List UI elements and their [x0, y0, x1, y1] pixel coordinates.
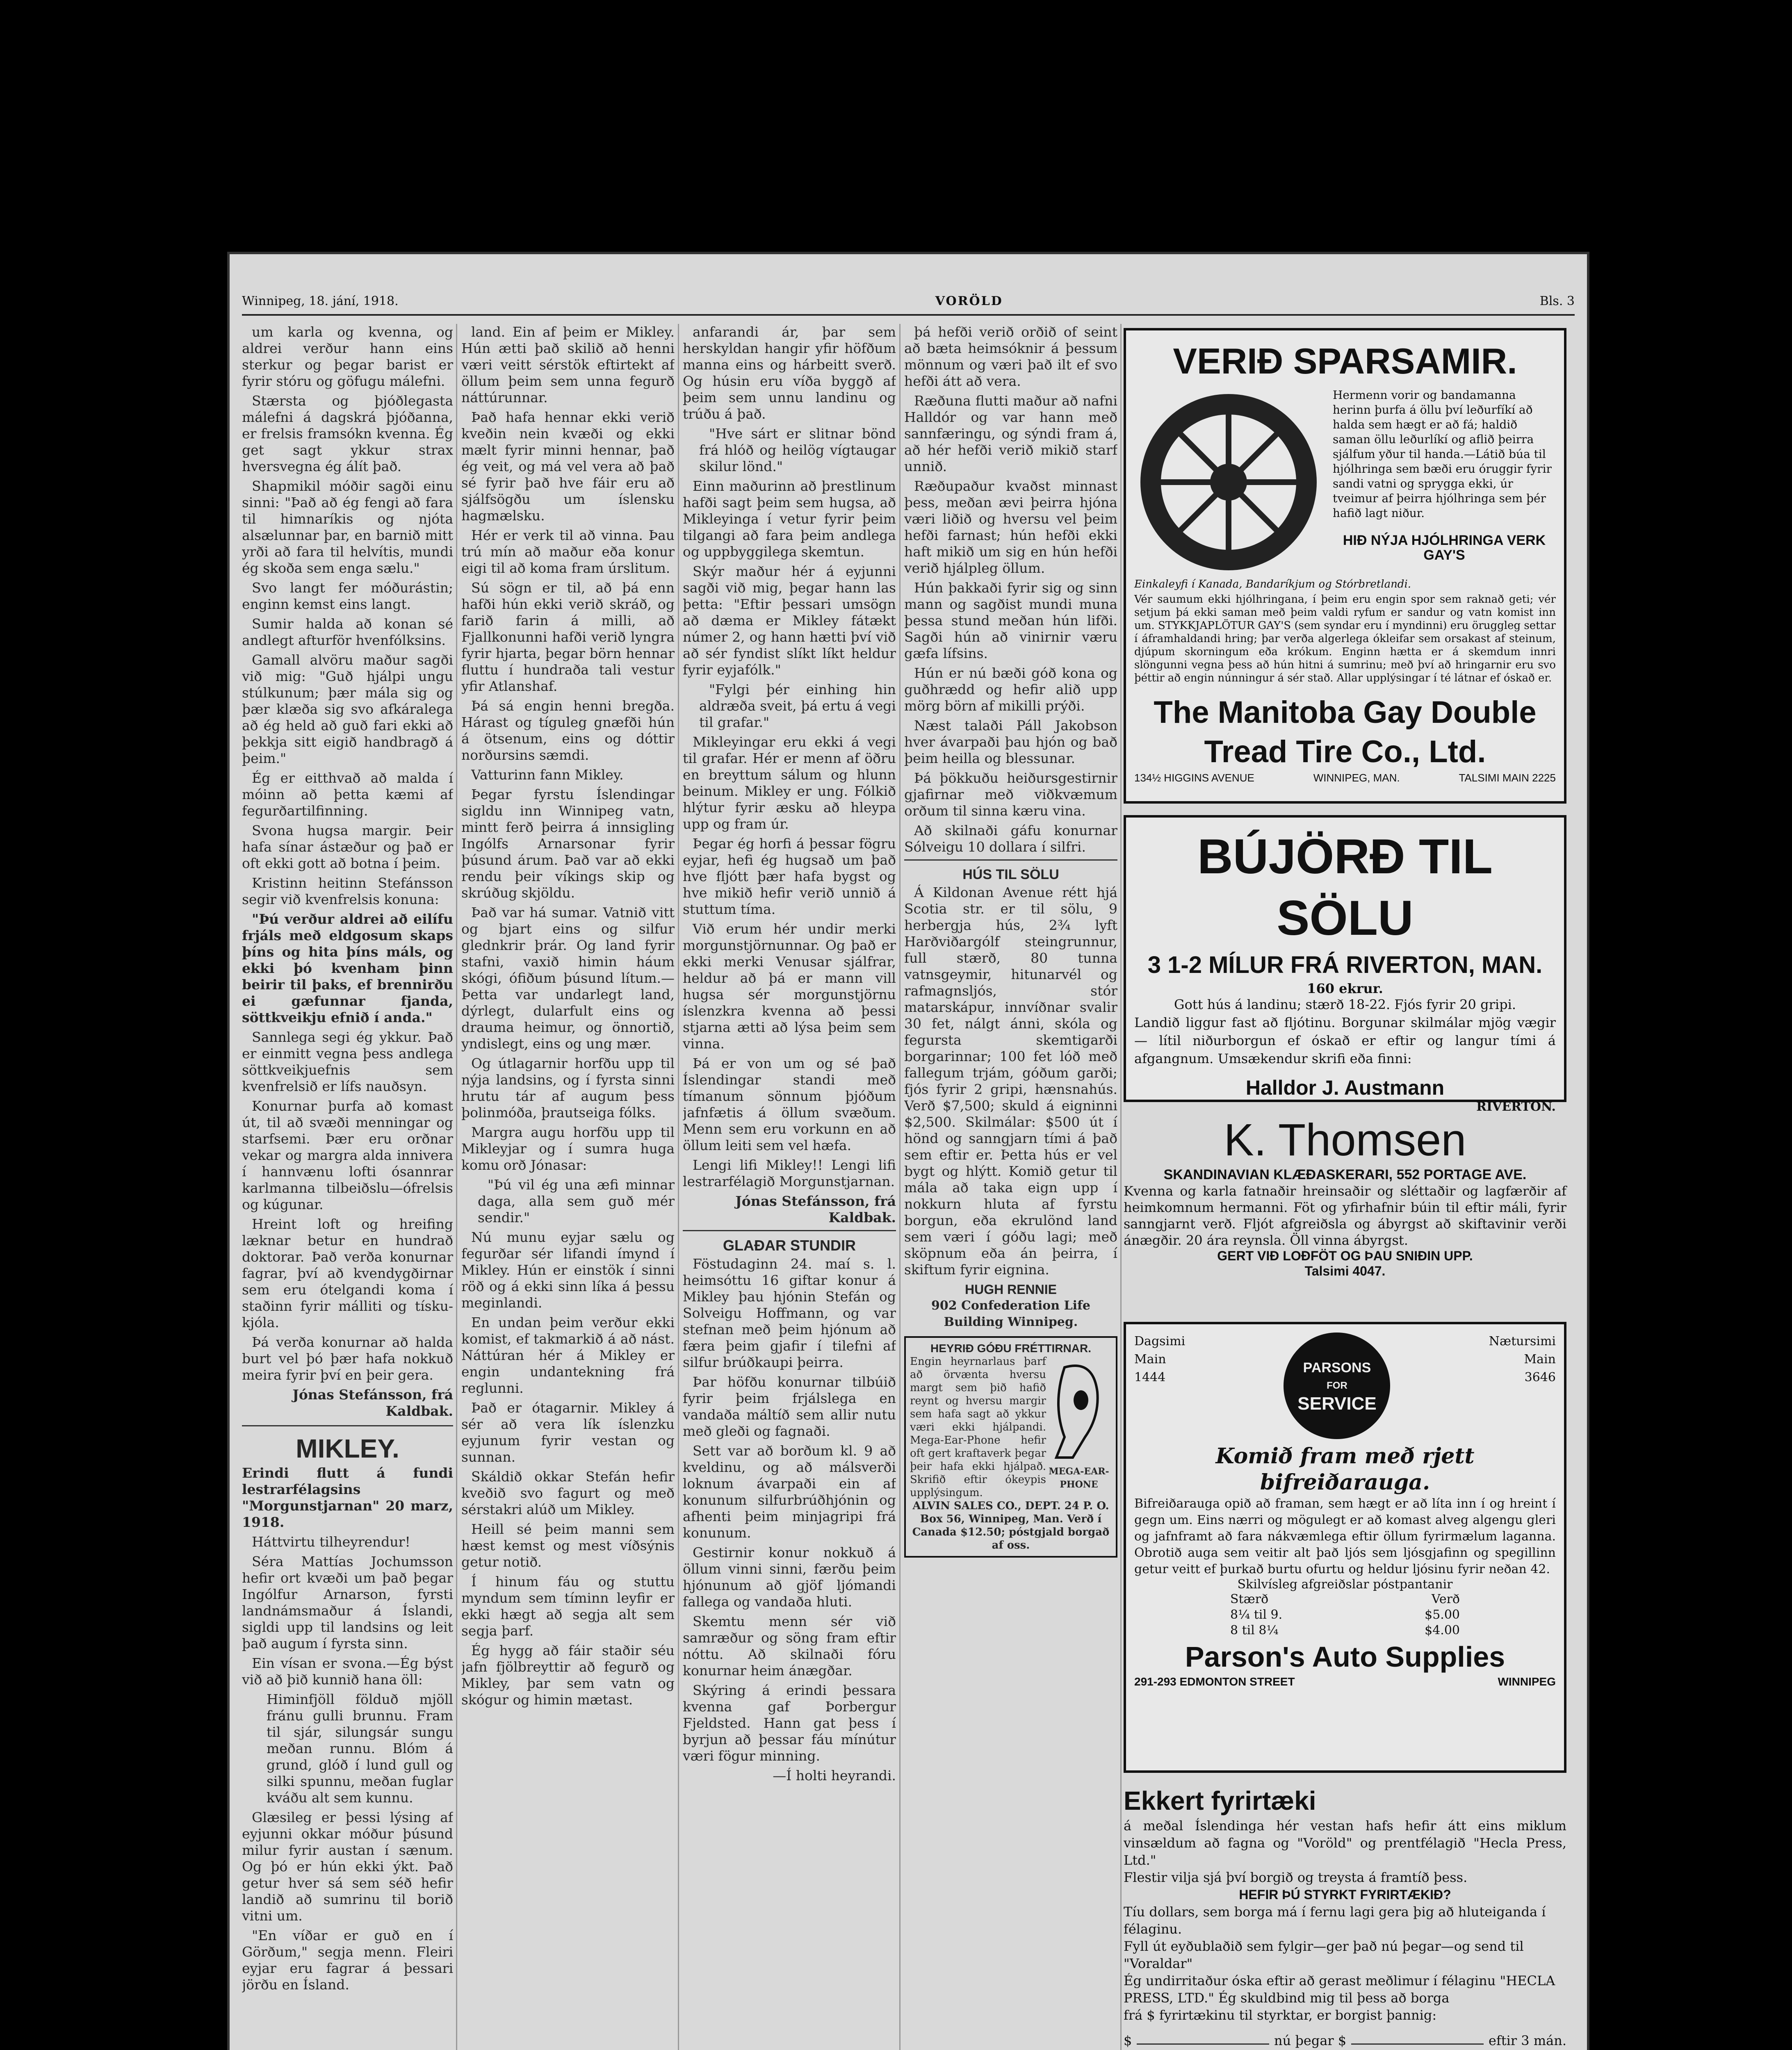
company-phone: TALSIMI MAIN 2225 [1459, 772, 1556, 784]
paragraph: Þá verða konurnar að halda burt vel þó þær hafa nokkuð meira fyrir því en þeir gera. [242, 1334, 453, 1383]
night-phone-label: Nætursimi [1489, 1334, 1556, 1348]
page-header [242, 279, 1575, 316]
paragraph: Ræðupaður kvaðst minnast þess, meðan ævi þeirra hjóna væri liðið og hversu vel þeim hefði farnast; hún hefði ekki haft mikið um sig en hún hefði verið hjálpleg öllum. [904, 478, 1117, 576]
ad-title: BÚJÖRÐ TIL SÖLU [1197, 829, 1493, 945]
column-rule [899, 324, 901, 2050]
ad-title-heyrid: HEYRIÐ GÓÐU FRÉTTIRNAR. [930, 1342, 1091, 1355]
ad-question: HEFIR ÞÚ STYRKT FYRIRTÆKIÐ? [1239, 1887, 1451, 1902]
price-size: 8¼ til 9. [1230, 1608, 1283, 1622]
paragraph: Heill sé þeim manni sem hæst kemst og mest víðsýnis getur notið. [461, 1521, 675, 1570]
ad-title-hus: HÚS TIL SÖLU [962, 867, 1059, 882]
paragraph: Vatturinn fann Mikley. [471, 767, 624, 783]
price-row [1230, 1607, 1460, 1623]
paragraph: Einn maðurinn að þrestlinum hafði sagt þeim sem hugsa, að Mikleyinga í vetur fyrir þeim tilgangi að fara þeim andlega og uppbyggilega skemtun. [683, 478, 896, 560]
ad-title: K. Thomsen [1224, 1115, 1466, 1165]
day-phone-label: Dagsimi [1134, 1334, 1186, 1348]
article-subtitle: Erindi flutt á fundi lestrarfélagsins "Morgunstjarnan" 20 marz, 1918. [242, 1465, 453, 1530]
ad-subtitle: SKANDINAVIAN KLÆÐASKERARI, 552 PORTAGE AVE. [1163, 1167, 1527, 1182]
tire-illustration [1134, 388, 1327, 578]
paragraph: Gamall alvöru maður sagði við mig: "Guð hjálpi ungu stúlkunum; þær mála sig og þær klæða sig svo afkáralega að ég held að guð fari ekki að þekkja sitt eigið handbragð á þeim." [242, 652, 453, 766]
paragraph: Séra Mattías Jochumsson hefir ort kvæði um það þegar Ingólfur Arnarson, fyrsti landnámsmaður á Íslandi, sigldi upp til landsins og leit það augum í fyrsta sinn. [242, 1553, 453, 1651]
text-column-1 [242, 324, 453, 2050]
paragraph: Þá sá engin henni bregða. Hárast og tíguleg gnæfði hún á ötsenum, eins og dóttir norðursins sæmdi. [461, 698, 675, 763]
paragraph: um karla og kvenna, og aldrei verður hann eins sterkur og þegar barist er fyrir stóru og göfugu málefni. [242, 324, 453, 389]
page-number: Bls. 3 [1539, 294, 1575, 308]
paragraph: Sú sögn er til, að þá enn hafði hún ekki verið skráð, og farið farin á milli, að Fjallkonunni hafði verið lyngra fyrir hjarta, þegar börn hennar fluttu í hundraða tali vestur yfir Atlanshaf. [461, 580, 675, 694]
paragraph: Konurnar þurfa að komast út, til að svæði menningar og starfsemi. Þær eru orðnar vekar og margra alda innivera í hannvænu lofti ósannrar karlmanna tilbeiðslu—ófrelsis og kúgunar. [242, 1098, 453, 1212]
quote: "Hve sárt er slitnar bönd frá hlóð og heilög vígtaugar skilur lönd." [699, 426, 896, 474]
quote: "Fylgi þér einhing hin aldræða sveit, þá ertu á vegi til grafar." [699, 681, 896, 730]
price-value: $4.00 [1425, 1623, 1460, 1638]
ad-text-hus: Á Kildonan Avenue rétt hjá Scotia str. er til sölu, 9 herbergja hús, 2¾ lyft Harðviðargólf steingrunnur, full stærð, 80 tunna vatnsgeymir, hitunarvél og rafmagnsljós, stór matarskápur, innvíðnar svalir 30 fet, nálgt ánni, skóla og fegursta skemtigarði borgarinnar; 100 fet lóð með fallegum trjám, góðum garði; fjós fyrir 2 gripi, hænsnahús. Verð $7,500; skuld á eigninni $2,500. Skilmálar: $500 út í hönd og sanngjarn tími á það sem eftir er. Þetta hús er vel bygt og hlýtt. Komið getur til mála að taka eign upp í nokkurn hluta af fyrstu borgun, eða ekrulönd land sem væri í góðu lagi; með sköpnum eða án þeirra, í skiftum fyrir eignina. [904, 884, 1117, 1278]
face-profile-icon [1048, 1355, 1110, 1462]
paragraph: Ein vísan er svona.—Ég býst við að þið kunnið hana öll: [242, 1655, 453, 1688]
paragraph: Margra augu horfðu upp til Mikleyjar og í sumra huga komu orð Jónasar: [461, 1124, 675, 1173]
paragraph: land. Ein af þeim er Mikley. Hún ætti það skilið að henni væri veitt sérstök eftirtekt af öllum þeim sem unna fegurð náttúrunnar. [461, 324, 675, 405]
paragraph: Hún er nú bæði góð kona og guðhrædd og hefir alið upp mörg börn af mikilli prýði. [904, 665, 1117, 714]
day-phone-exchange: Main [1134, 1352, 1166, 1367]
day-phone-number: 1444 [1134, 1370, 1166, 1385]
ad-line: Flestir vilja sjá því borgið og treysta á framtíð þess. [1124, 1870, 1468, 1885]
ad-body: Bifreiðarauga opið að framan, sem hægt er að líta inn í og hreint í gegn um. Eins nærri og mögulegt er að komast alveg algengu gleri og jafnframt að fara nákvæmlega eftir öllum fyrirmælum laganna. Obrotið auga sem veitir alt það ljós sem ljósgjafinn og spegillinn getur veitt ef þurkað burtu ofurtu og heldur ljósinu fyrir neðan 42. [1134, 1496, 1556, 1576]
paragraph: Gestirnir konur nokkuð á öllum vinni sinni, færðu þeim hjónunum að gjöf ljómandi fallega og vandaða hluti. [683, 1544, 896, 1610]
article-title-gladar: GLAÐAR STUNDIR [723, 1237, 856, 1254]
newspaper-page [230, 254, 1587, 2050]
price-col-size: Stærð [1230, 1592, 1269, 1606]
text-column-3 [683, 324, 896, 2050]
price-value: $5.00 [1425, 1608, 1460, 1622]
price-size: 8 til 8¼ [1230, 1623, 1279, 1638]
acreage: 160 ekrur. [1307, 981, 1383, 996]
paragraph: Skýring á erindi þessara kvenna gaf Þorbergur Fjeldsted. Hann gat þess í byrjun að þessar fáu mínútur væri fögur minning. [683, 1682, 896, 1764]
paper-name: VORÖLD [935, 294, 1003, 308]
paragraph: Þegar fyrstu Íslendingar sigldu inn Winnipeg vatn, mintt ferð þeirra á innsigling Ingólfs Arnarsonar fyrir þúsund árum. Það var að ekki rendu þeir víkings skip og skrúðug skjöldu. [461, 786, 675, 901]
ad-title: VERIÐ SPARSAMIR. [1173, 341, 1517, 381]
advertiser-address: 902 Confederation Life Building Winnipeg. [931, 1298, 1091, 1329]
column-rule [678, 324, 679, 2050]
column-rule [1120, 324, 1122, 2050]
ad-sparsamir [1124, 328, 1566, 804]
paragraph: Shapmikil móðir sagði einu sinni: "Það að ég fengi að fara til himnaríkis og njóta alsælunnar þar, en barnið mitt yrði að fara til helvítis, mundi ég skoða sem enga sælu." [242, 478, 453, 576]
paragraph: Þá er von um og sé það Íslendingar standi með tímanum sönnum þjóðum jafnfætis á öllum svæðum. Menn sem eru vorkunn en að öllum leiti sem vel hæfa. [683, 1055, 896, 1153]
ad-thomsen [1124, 1114, 1566, 1310]
paragraph: Sannlega segi ég ykkur. Það er einmitt vegna þess andlega söttkveikjuefnis sem kvenfrelsið er lífs nauðsyn. [242, 1029, 453, 1094]
salutation: Háttvirtu tilheyrendur! [252, 1534, 410, 1550]
paragraph: Skemtu menn sér við samræður og söng fram eftir nóttu. Að skilnaði fóru konurnar heim ánægðar. [683, 1613, 896, 1679]
paragraph: Við erum hér undir merki morgunstjörnunnar. Og það er ekki merki Venusar sjálfrar, heldur að þá er mann vill hugsa sér morgunstjörnu íslenzkra kvenna að þessi stjarna ætti að lýsa þeim sem vinna. [683, 921, 896, 1052]
form-label: $ [1124, 2033, 1132, 2048]
paragraph: Skýr maður hér á eyjunni sagði við mig, þegar hann las þetta: "Eftir þessari umsögn að dæma er Mikley fátækt númer 2, og hann hætti því við að sér fyndist slíkt líkt heldur fyrir eyjafólk." [683, 563, 896, 678]
paragraph: Það hafa hennar ekki verið kveðin nein kvæði og ekki mælt fyrir minni hennar, það ég veit, og má vel vera að það sé fyrir það hve fáir eru að sjálfsögðu um íslensku hagmælsku. [461, 409, 675, 524]
ad-headline: Komið fram með rjett bifreiðarauga. [1215, 1444, 1475, 1495]
paragraph: Sumir halda að konan sé andlegt afturför hvenfólksins. [242, 616, 453, 648]
paragraph: Og útlagarnir horfðu upp til nýja landsins, og í fyrsta sinni hrutu tár af augum þess þolinmóða, þrautseiga fólks. [461, 1055, 675, 1121]
byline: Jónas Stefánsson, frá Kaldbak. [292, 1387, 453, 1419]
byline: —Í holti heyrandi. [773, 1768, 896, 1784]
advertisement-column [1124, 328, 1566, 2050]
quote: "Þú vil ég una æfi minnar daga, alla sem guð mér sendir." [478, 1177, 675, 1225]
text-column-4 [904, 324, 1117, 2050]
product-badge: MEGA-EAR-PHONE [1049, 1466, 1109, 1490]
paragraph: þá hefði verið orðið of seint að bæta heimsóknir á þessum mönnum og væri það ilt ef svo hefði átt að vera. [904, 324, 1117, 389]
paragraph: Glæsileg er þessi lýsing af eyjunni okkar móður þúsund milur fyrir austan í sænum. Og þó er hún ekki ýkt. Það getur hver sá sem séð hefir landið að sumrinu til borið vitni um. [242, 1809, 453, 1924]
company-city: WINNIPEG [1498, 1675, 1556, 1688]
paragraph: Svo langt fer móðurástin; enginn kemst eins langt. [242, 580, 453, 612]
patent-note: Einkaleyfi í Kanada, Bandaríkjum og Stórbretlandi. [1134, 578, 1411, 590]
byline: Jónas Stefánsson, frá Kaldbak. [735, 1193, 896, 1225]
paragraph: Lengi lifi Mikley!! Lengi lifi lestrarfélagið Morgunstjarnan. [683, 1157, 896, 1189]
paragraph: Hreint loft og hreifing læknar betur en hundrað doktorar. Það verða konurnar fagrar, því að kvendygðirnar sem eru ótelgandi koma í staðinn fyrir málliti og tísku-kjóla. [242, 1216, 453, 1330]
badge-bottom: SERVICE [1297, 1394, 1377, 1414]
quote: "Þú verður aldrei að eilífu frjáls með eldgosum skaps þíns og hita þíns máls, og ekki þó kvenham þinn beirir til þaks, ef brennirðu ei gæfunnar fjanda, söttkveikju efnið í anda." [242, 911, 453, 1025]
ad-para: Fyll út eyðublaðið sem fylgir—ger það nú þegar—og send til "Voraldar" [1124, 1938, 1524, 1971]
ad-subtitle: HIÐ NÝJA HJÓLHRINGA VERK GAY'S [1343, 533, 1546, 563]
form-field[interactable] [1137, 2032, 1269, 2045]
paragraph: Ég hygg að fáir staðir séu jafn fjölbreyttir að fegurð og Mikley, þar sem vatn og skógur og himin mætast. [461, 1642, 675, 1708]
price-table-title: Skilvísleg afgreiðslar póstpantanir [1237, 1577, 1453, 1592]
price-col-price: Verð [1431, 1592, 1460, 1606]
paragraph: Að skilnaði gáfu konurnar Sólveigu 10 dollara í silfri. [904, 822, 1117, 855]
night-phone-number: 3646 [1524, 1370, 1556, 1385]
company-city: WINNIPEG, MAN. [1313, 772, 1400, 784]
paragraph: Sett var að borðum kl. 9 að kveldinu, og að málsverði loknum ávarpaði ein af konunum silfurbrúðhjónin og afhenti þeim minjagripi frá konunum. [683, 1443, 896, 1541]
company-address: 291-293 EDMONTON STREET [1134, 1675, 1295, 1688]
ad-tagline: GERT VIÐ LOÐFÖT OG ÞAU SNIÐIN UPP. [1217, 1248, 1473, 1263]
column-rule [456, 324, 457, 2050]
paragraph: Föstudaginn 24. maí s. l. heimsóttu 16 giftar konur á Mikley þau hjónin Stefán og Solveigu Hoffmann, og var stefnan með þeim hjónum að færa þeim gjafir í tilefni af silfur brúðkaupi þeirra. [683, 1256, 896, 1370]
ad-bujord [1124, 815, 1566, 1114]
paragraph: Næst talaði Páll Jakobson hver ávarpaði þau hjón og bað þeim heilla og blessunar. [904, 718, 1117, 766]
text-column-2 [461, 324, 675, 2050]
ear-phone-illustration [1046, 1355, 1112, 1499]
parsons-service-badge [1284, 1332, 1390, 1439]
paragraph: "En víðar er guð en í Görðum," segja menn. Fleiri eyjar eru fagrar á þessari jörðu en Ísland. [242, 1927, 453, 1993]
paragraph: Mikleyingar eru ekki á vegi til grafar. Hér er menn af öðru en breyttum sálum og hlunn beinum. Mikley er ung. Fólkið hlýtur fyrir æsku að hleypa upp og fram úr. [683, 734, 896, 832]
ad-text-heyrid: Engin heyrnarlaus þarf að örvænta hversu margt sem þið hafið reynt og hversu margir sem hafa sagt að ykkur væri ekki hjálpandi. Mega-Ear-Phone hefir oft gert kraftaverk þegar þeir hafa ekki hjálpað. Skrifið eftir ókeypis upplýsingum. [910, 1355, 1046, 1499]
paragraph: Það er ótagarnir. Mikley á sér að vera lík íslenzku eyjunum fyrir vestan og sunnan. [461, 1400, 675, 1465]
tire-wheel-icon [1134, 388, 1323, 576]
ad-ekkert [1124, 1784, 1566, 2050]
poem: Himinfjöll földuð mjöll fránu gulli brunnu. Fram til sjár, silungsár sungu meðan runnu. Blóm á grund, glóð í lund gull og silki spunnu, meðan fuglar kváðu alt sem kunnu. [267, 1691, 453, 1806]
paragraph: Þá þökkuðu heiðursgestirnir gjafirnar með viðkvæmum orðum til sinna kæru vina. [904, 770, 1117, 819]
form-label: eftir 3 mán. [1488, 2033, 1567, 2048]
company-name: The Manitoba Gay Double Tread Tire Co., Ltd. [1154, 695, 1537, 769]
ad-para: Ég undirritaður óska eftir að gerast meðlimur í félaginu "HECLA PRESS, LTD." Ég skuldbind mig til þess að borga [1124, 1973, 1555, 2006]
article-title-mikley: MIKLEY. [296, 1434, 399, 1463]
ad-body: Hermenn vorir og bandamanna herinn þurfa á öllu því leðurfíkí að halda sem hægt er að fá; haldið saman öllu leðurlíkí og aflið þeirra sjálfum yður til handa.—Látið búa til hjólhringa sem bæði eru óruggir fyrir sandi vatni og sprygga ekki, úr tveimur af þeirra hjólhringa sem þér hafið lagt niður. [1333, 388, 1552, 520]
paragraph: En undan þeim verður ekki komist, ef takmarkið á að nást. Náttúran hér á Mikley er engin undantekning frá reglunni. [461, 1314, 675, 1396]
ad-para: frá $ fyrirtækinu til styrktar, er borgist þannig: [1124, 2007, 1437, 2023]
price-table [1230, 1592, 1460, 1638]
form-label: nú þegar $ [1274, 2033, 1347, 2048]
paragraph: Nú munu eyjar sælu og fegurðar sér lifandi ímynd í Mikley. Hún er einstök í sinni röð og á ekki sinn líka á þessu meginlandi. [461, 1229, 675, 1311]
ad-body: Landið liggur fast að fljótinu. Borgunar skilmálar mjög vægir — lítil niðurborgun ef óskað er eftir og langur tími á afgangnum. Umsækendur skrifi eða finni: [1134, 1015, 1556, 1066]
paragraph: Hér er verk til að vinna. Þau trú mín að maður eða konur eigi til að koma fram úrslitum. [461, 527, 675, 576]
company-name: Parson's Auto Supplies [1185, 1641, 1505, 1673]
ad-para: Tíu dollars, sem borga má í fernu lagi gera þig að hluteiganda í félaginu. [1124, 1904, 1546, 1937]
ad-title: Ekkert fyrirtæki [1124, 1786, 1316, 1815]
paragraph: Þegar ég horfi á þessar fögru eyjar, hefi ég hugsað um það hve fljótt þær hafa bygst og hve mikið hefir verið unnið á stuttum tíma. [683, 836, 896, 917]
paragraph: Skáldið okkar Stefán hefir kveðið svo fagurt og með sérstakri alúð um Mikley. [461, 1469, 675, 1517]
issue-date: Winnipeg, 18. jání, 1918. [242, 294, 399, 308]
ad-body: á meðal Íslendinga hér vestan hafs hefir átt eins miklum vinsældum að fagna og "Voröld" og prentfélagið "Hecla Press, Ltd." [1124, 1818, 1566, 1868]
form-row [1124, 2032, 1566, 2049]
company-address: 134½ HIGGINS AVENUE [1134, 772, 1254, 784]
paragraph: anfarandi ár, þar sem herskyldan hangir yfir höfðum manna eins og hárbeitt sverð. Og húsin eru víða byggð af þeim sem unnu landinu og trúðu á það. [683, 324, 896, 422]
form-field[interactable] [1351, 2032, 1484, 2045]
paragraph: Í hinum fáu og stuttu myndum sem tíminn leyfir er ekki hægt að segja alt sem segja þarf. [461, 1574, 675, 1639]
paragraph: Ég er eitthvað að malda í móinn að þetta kæmi af fegurðartilfinning. [242, 770, 453, 819]
ad-line: Gott hús á landinu; stærð 18-22. Fjós fyrir 20 gripi. [1174, 997, 1516, 1012]
paragraph: Kristinn heitinn Stefánsson segir við kvenfrelsis konuna: [242, 875, 453, 907]
paragraph: Stærsta og þjóðlegasta málefni á dagskrá þjóðanna, er frelsis framsókn kvenna. Ég get sagt ykkur strax hversvegna ég álít það. [242, 393, 453, 474]
paragraph: Svona hugsa margir. Þeir hafa sínar ástæður og það er oft ekki gott að botna í þeim. [242, 822, 453, 871]
contact-name: Halldor J. Austmann [1245, 1076, 1445, 1099]
ad-box-heyrid [904, 1336, 1117, 1558]
ad-parsons [1124, 1322, 1566, 1773]
night-phone-exchange: Main [1524, 1352, 1556, 1367]
badge-top: PARSONS [1303, 1360, 1371, 1376]
paragraph: Það var há sumar. Vatnið vitt og bjart eins og silfur glednkrir þrár. Og land fyrir stafni, vaxið himin háum skógi, ófiðum þúsund lítum.—Þetta var undarlegt land, dýrlegt, dularfult eins og drauma heimur, og önnortið, yndislegt, eins og ung mær. [461, 904, 675, 1052]
ad-subtitle: 3 1-2 MÍLUR FRÁ RIVERTON, MAN. [1147, 952, 1543, 978]
paragraph: Hún þakkaði fyrir sig og sinn mann og sagðist mundi muna þessa stund meðan hún lifði. Sagði hún að vinirnir væru gæfa lífsins. [904, 580, 1117, 661]
badge-middle: FOR [1327, 1380, 1347, 1391]
ad-phone: Talsimi 4047. [1304, 1264, 1386, 1278]
contact-place: RIVERTON. [1476, 1100, 1556, 1114]
paragraph: Ræðuna flutti maður að nafni Halldór og var hann með sannfæringu, og sýndi fram á, að hér hefði verið mikið starf unnið. [904, 393, 1117, 474]
ad-company-heyrid: ALVIN SALES CO., DEPT. 24 P. O. Box 56, Winnipeg, Man. Verð í Canada $12.50; póstgjald borgað af oss. [912, 1500, 1110, 1551]
ad-text: Vér saumum ekki hjólhringana, í þeim eru engin spor sem raknað geti; vér setjum þá ekki saman með þeim valdi ryfum er sandur og vatn komist inn um. STYKKJAPLÖTUR GAY'S (sem syndar eru í myndinni) eru öruggleg settar í áframhaldandi hring; þar verða algerlega ókleifar sem orsakast af steinum, djúpum skorningum eða krókum. Enginn hætta er á skemdum innri slöngunni vegna þess að hún hitni á sumrinu; með því að hringarnir eru svo þéttir að engin núnningur á sér stað. Allar upplýsingar í té látnar ef óskað er. [1134, 593, 1556, 684]
ad-body: Kvenna og karla fatnaðir hreinsaðir og sléttaðir og lagfærðir af heimkomnum hermanni. Föt og yfirhafnir búin til eftir máli, fyrir sanngjarnt verð. Fljót afgreiðsla og ábyrgst að skiftavinir verði ánægðir. 20 ára reynsla. Öll vinna ábyrgst. [1124, 1183, 1566, 1248]
price-row [1230, 1623, 1460, 1638]
paragraph: Þar höfðu konurnar tilbúið fyrir þeim frjálslega en vandaða máltíð sem allir nutu með gleði og fagnaði. [683, 1374, 896, 1439]
advertiser-name: HUGH RENNIE [964, 1282, 1057, 1297]
